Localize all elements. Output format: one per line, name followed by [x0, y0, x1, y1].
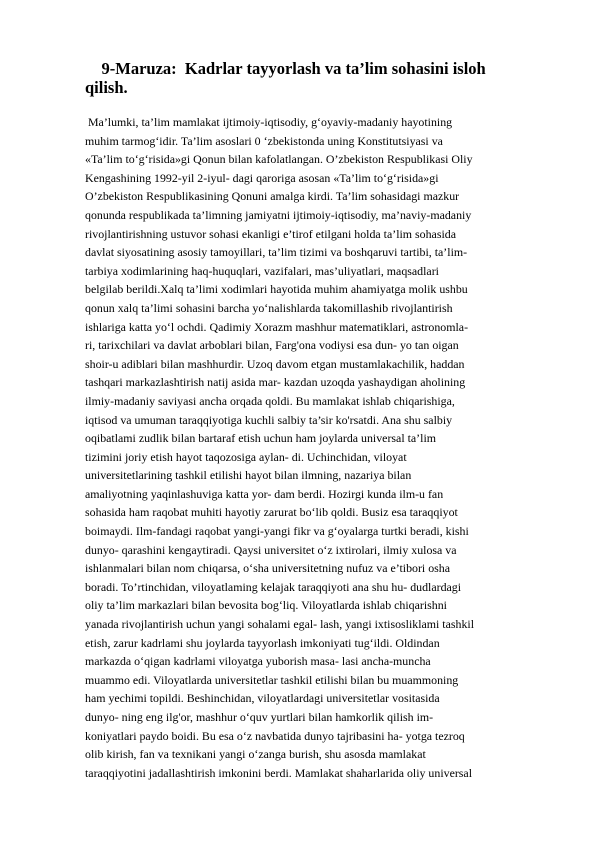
paragraph-line: amaliyotning yaqinlashuviga katta yor- dam berdi. Hozirgi kunda ilm-u fan: [85, 486, 444, 501]
lecture-title: [85, 57, 525, 97]
paragraph-line: iqtisod va umuman taraqqiyotiga kuchli salbiy ta’sir ko'rsatdi. Ana shu salbiy: [85, 412, 453, 427]
paragraph-line: oqibatlami zudlik bilan bartaraf etish uchun ham joylarda universal ta’lim: [85, 431, 436, 446]
paragraph-line: muhim tarmog‘idir. Ta’lim asoslari 0 ‘zbekistonda uning Konstitutsiyasi va: [85, 133, 443, 148]
paragraph-line: ilmiy-madaniy saviyasi ancha orqada qoldi. Bu mamlakat ishlab chiqarishiga,: [85, 393, 455, 408]
paragraph-line: qonunda respublikada ta’limning jamiyatni ijtimoiy-iqtisodiy, ma’naviy-madaniy: [85, 207, 472, 222]
paragraph-line: boimaydi. Ilm-fandagi raqobat yangi-yangi fikr va g‘oyalarga turtki beradi, kishi: [85, 524, 469, 539]
paragraph-line: Kengashining 1992-yil 2-iyul- dagi qaroriga asosan «Ta’lim to‘g‘risida»gi: [85, 170, 439, 185]
paragraph-line: tizimini joriy etish hayot taqozosiga aylan- di. Uchinchidan, viloyat: [85, 449, 407, 464]
paragraph-line: tashqari markazlashtirish natij asida mar- kazdan uzoqda yashaydigan aholining: [85, 375, 466, 390]
paragraph-line: ishlanmalari bilan nom chiqarsa, o‘sha universitetning nufuz va e’tibori osha: [85, 561, 450, 576]
paragraph-line: ri, tarixchilari va davlat arboblari bilan, Farg'ona vodiysi esa dun- yo tan oigan: [85, 338, 459, 353]
paragraph-line: etish, zarur kadrlami shu joylarda tayyorlash imkoniyati tug‘ildi. Oldindan: [85, 635, 440, 650]
paragraph-line: oliy ta’lim markazlari bilan bevosita bog‘liq. Viloyatlarda ishlab chiqarishni: [85, 598, 447, 613]
paragraph-line: ishlariga katta yo‘l ochdi. Qadimiy Xorazm mashhur matematiklari, astronomla-: [85, 319, 469, 334]
paragraph-line: taraqqiyotini jadallashtirish imkonini berdi. Mamlakat shaharlarida oliy universal: [85, 765, 473, 780]
paragraph-line: universitetlarining tashkil etilishi hayot bilan ilmning, nazariya bilan: [85, 468, 412, 483]
paragraph-line: muammo edi. Viloyatlarda universitetlar tashkil etilishi bilan bu muammoning: [85, 672, 459, 687]
paragraph-line: qonun xalq ta’limi sohasini barcha yo‘nalishlarda takomillashib rivojlantirish: [85, 300, 453, 315]
paragraph-line: ham yechimi topildi. Beshinchidan, viloyatlardagi universitetlar vositasida: [85, 691, 440, 706]
paragraph-line: belgilab berildi.Xalq ta’limi xodimlari hayotida muhim ahamiyatga molik ushbu: [85, 282, 468, 297]
paragraph-line: «Ta’lim to‘g‘risida»gi Qonun bilan kafolatlangan. O’zbekiston Respublikasi Oliy: [85, 152, 473, 167]
paragraph-line: tarbiya xodimlarining haq-huquqlari, vazifalari, mas’uliyatlari, maqsadlari: [85, 263, 439, 278]
paragraph-line: dunyo- ning eng ilg'or, mashhur o‘quv yurtlari bilan hamkorlik qilish im-: [85, 710, 434, 724]
body-text: [85, 113, 545, 782]
paragraph-line: markazda o‘qigan kadrlami viloyatga yuborish masa- lasi ancha-muncha: [85, 654, 431, 669]
title-line: 9-Maruza: Kadrlar tayyorlash va ta’lim sohasini isloh: [85, 59, 486, 78]
paragraph-line: davlat siyosatining asosiy tamoyillari, ta’lim tizimi va boshqaruvi tartibi, ta’lim-: [85, 245, 468, 260]
paragraph-line: sohasida ham raqobat muhiti hayotiy zarurat bo‘lib qoldi. Busiz esa taraqqiyot: [85, 505, 458, 520]
paragraph-line: boradi. To’rtinchidan, viloyatlaming kelajak taraqqiyoti ana shu hu- dudlardagi: [85, 579, 462, 594]
title-line: qilish.: [85, 77, 128, 97]
paragraph-line: olib kirish, fan va texnikani yangi o‘zanga burish, shu asosda mamlakat: [85, 747, 426, 762]
paragraph-line: Ma’lumki, ta’lim mamlakat ijtimoiy-iqtisodiy, g‘oyaviy-madaniy hayotining: [85, 115, 453, 129]
paragraph-line: O’zbekiston Respublikasining Qonuni amalga kirdi. Ta’lim sohasidagi mazkur: [85, 189, 460, 204]
paragraph-line: yanada rivojlantirish uchun yangi sohalami egal- lash, yangi ixtisosliklami tashkil: [85, 617, 475, 632]
paragraph-line: rivojlantirishning ustuvor sohasi ekanligi e’tirof etilgani holda ta’lim sohasida: [85, 226, 456, 241]
paragraph-line: koniyatlari paydo boidi. Bu esa o‘z navbatida dunyo tajribasini ha- yotga tezroq: [85, 728, 465, 743]
paragraph-line: shoir-u adiblari bilan mashhurdir. Uzoq davom etgan mustamlakachilik, haddan: [85, 356, 465, 371]
paragraph-line: dunyo- qarashini kengaytiradi. Qaysi universitet o‘z ixtirolari, ilmiy xulosa va: [85, 542, 457, 557]
